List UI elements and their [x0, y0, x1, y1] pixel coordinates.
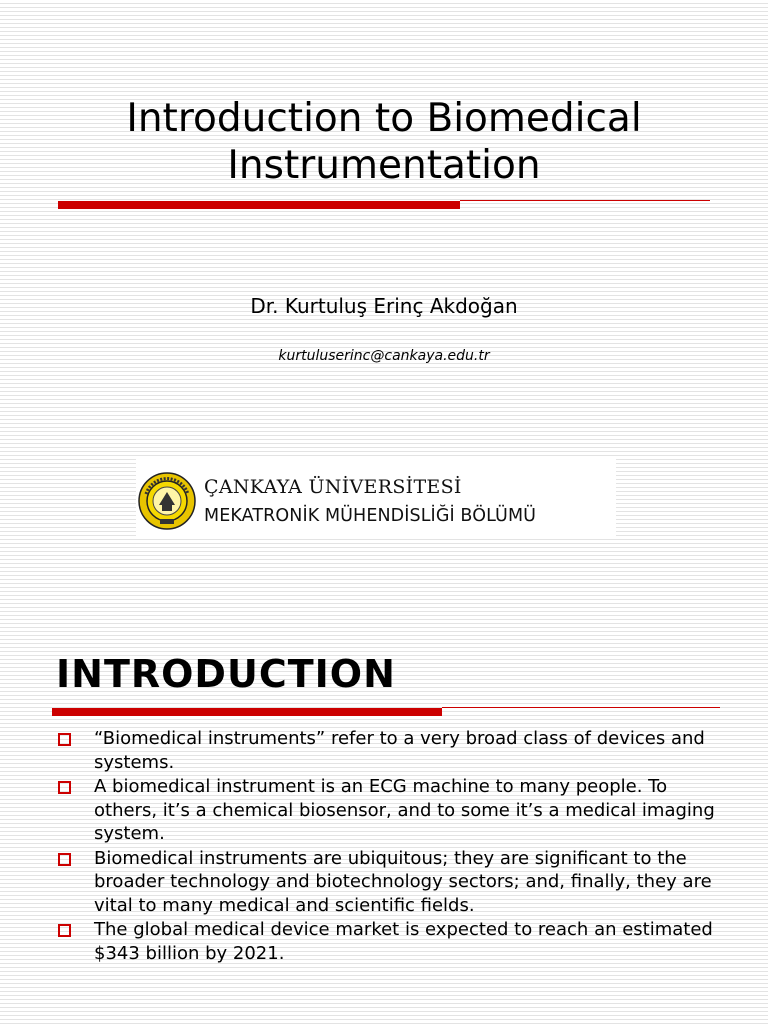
square-bullet-icon	[58, 924, 71, 937]
bullet-item	[58, 727, 718, 774]
bullet-list	[58, 727, 718, 966]
square-bullet-icon	[58, 781, 71, 794]
introduction-slide	[0, 610, 768, 1024]
author-name: Dr. Kurtuluş Erinç Akdoğan	[250, 294, 518, 318]
square-bullet-icon	[58, 853, 71, 866]
university-name: ÇANKAYA ÜNİVERSİTESİ	[204, 476, 462, 498]
slide-title-line-1: Introduction to Biomedical	[126, 96, 642, 141]
university-logo	[136, 458, 616, 538]
bullet-text: “Biomedical instruments” refer to a very broad class of devices and systems.	[94, 728, 705, 773]
bullet-item	[58, 775, 718, 846]
bullet-item	[58, 847, 718, 918]
bullet-item	[58, 918, 718, 965]
department-name: MEKATRONİK MÜHENDİSLİĞİ BÖLÜMÜ	[204, 506, 537, 526]
bullet-text: The global medical device market is expected to reach an estimated $343 billion by 2021.	[94, 919, 713, 964]
heading-divider-thick	[52, 708, 442, 716]
slide-title	[0, 95, 768, 189]
bullet-text: A biomedical instrument is an ECG machine to many people. To others, it’s a chemical biosensor, and to some it’s a medical imaging system.	[94, 776, 715, 844]
bullet-text: Biomedical instruments are ubiquitous; they are significant to the broader technology and biotechnology sectors; and, finally, they are vital to many medical and scientific fields.	[94, 847, 712, 916]
introduction-heading: INTRODUCTION	[56, 652, 396, 696]
university-seal-icon	[138, 472, 196, 530]
title-divider-thin	[460, 200, 710, 201]
square-bullet-icon	[58, 733, 71, 746]
title-divider-thick	[58, 201, 460, 209]
author-email: kurtuluserinc@cankaya.edu.tr	[278, 348, 490, 364]
slide-title-line-2: Instrumentation	[227, 143, 541, 188]
heading-divider-thin	[442, 707, 720, 708]
